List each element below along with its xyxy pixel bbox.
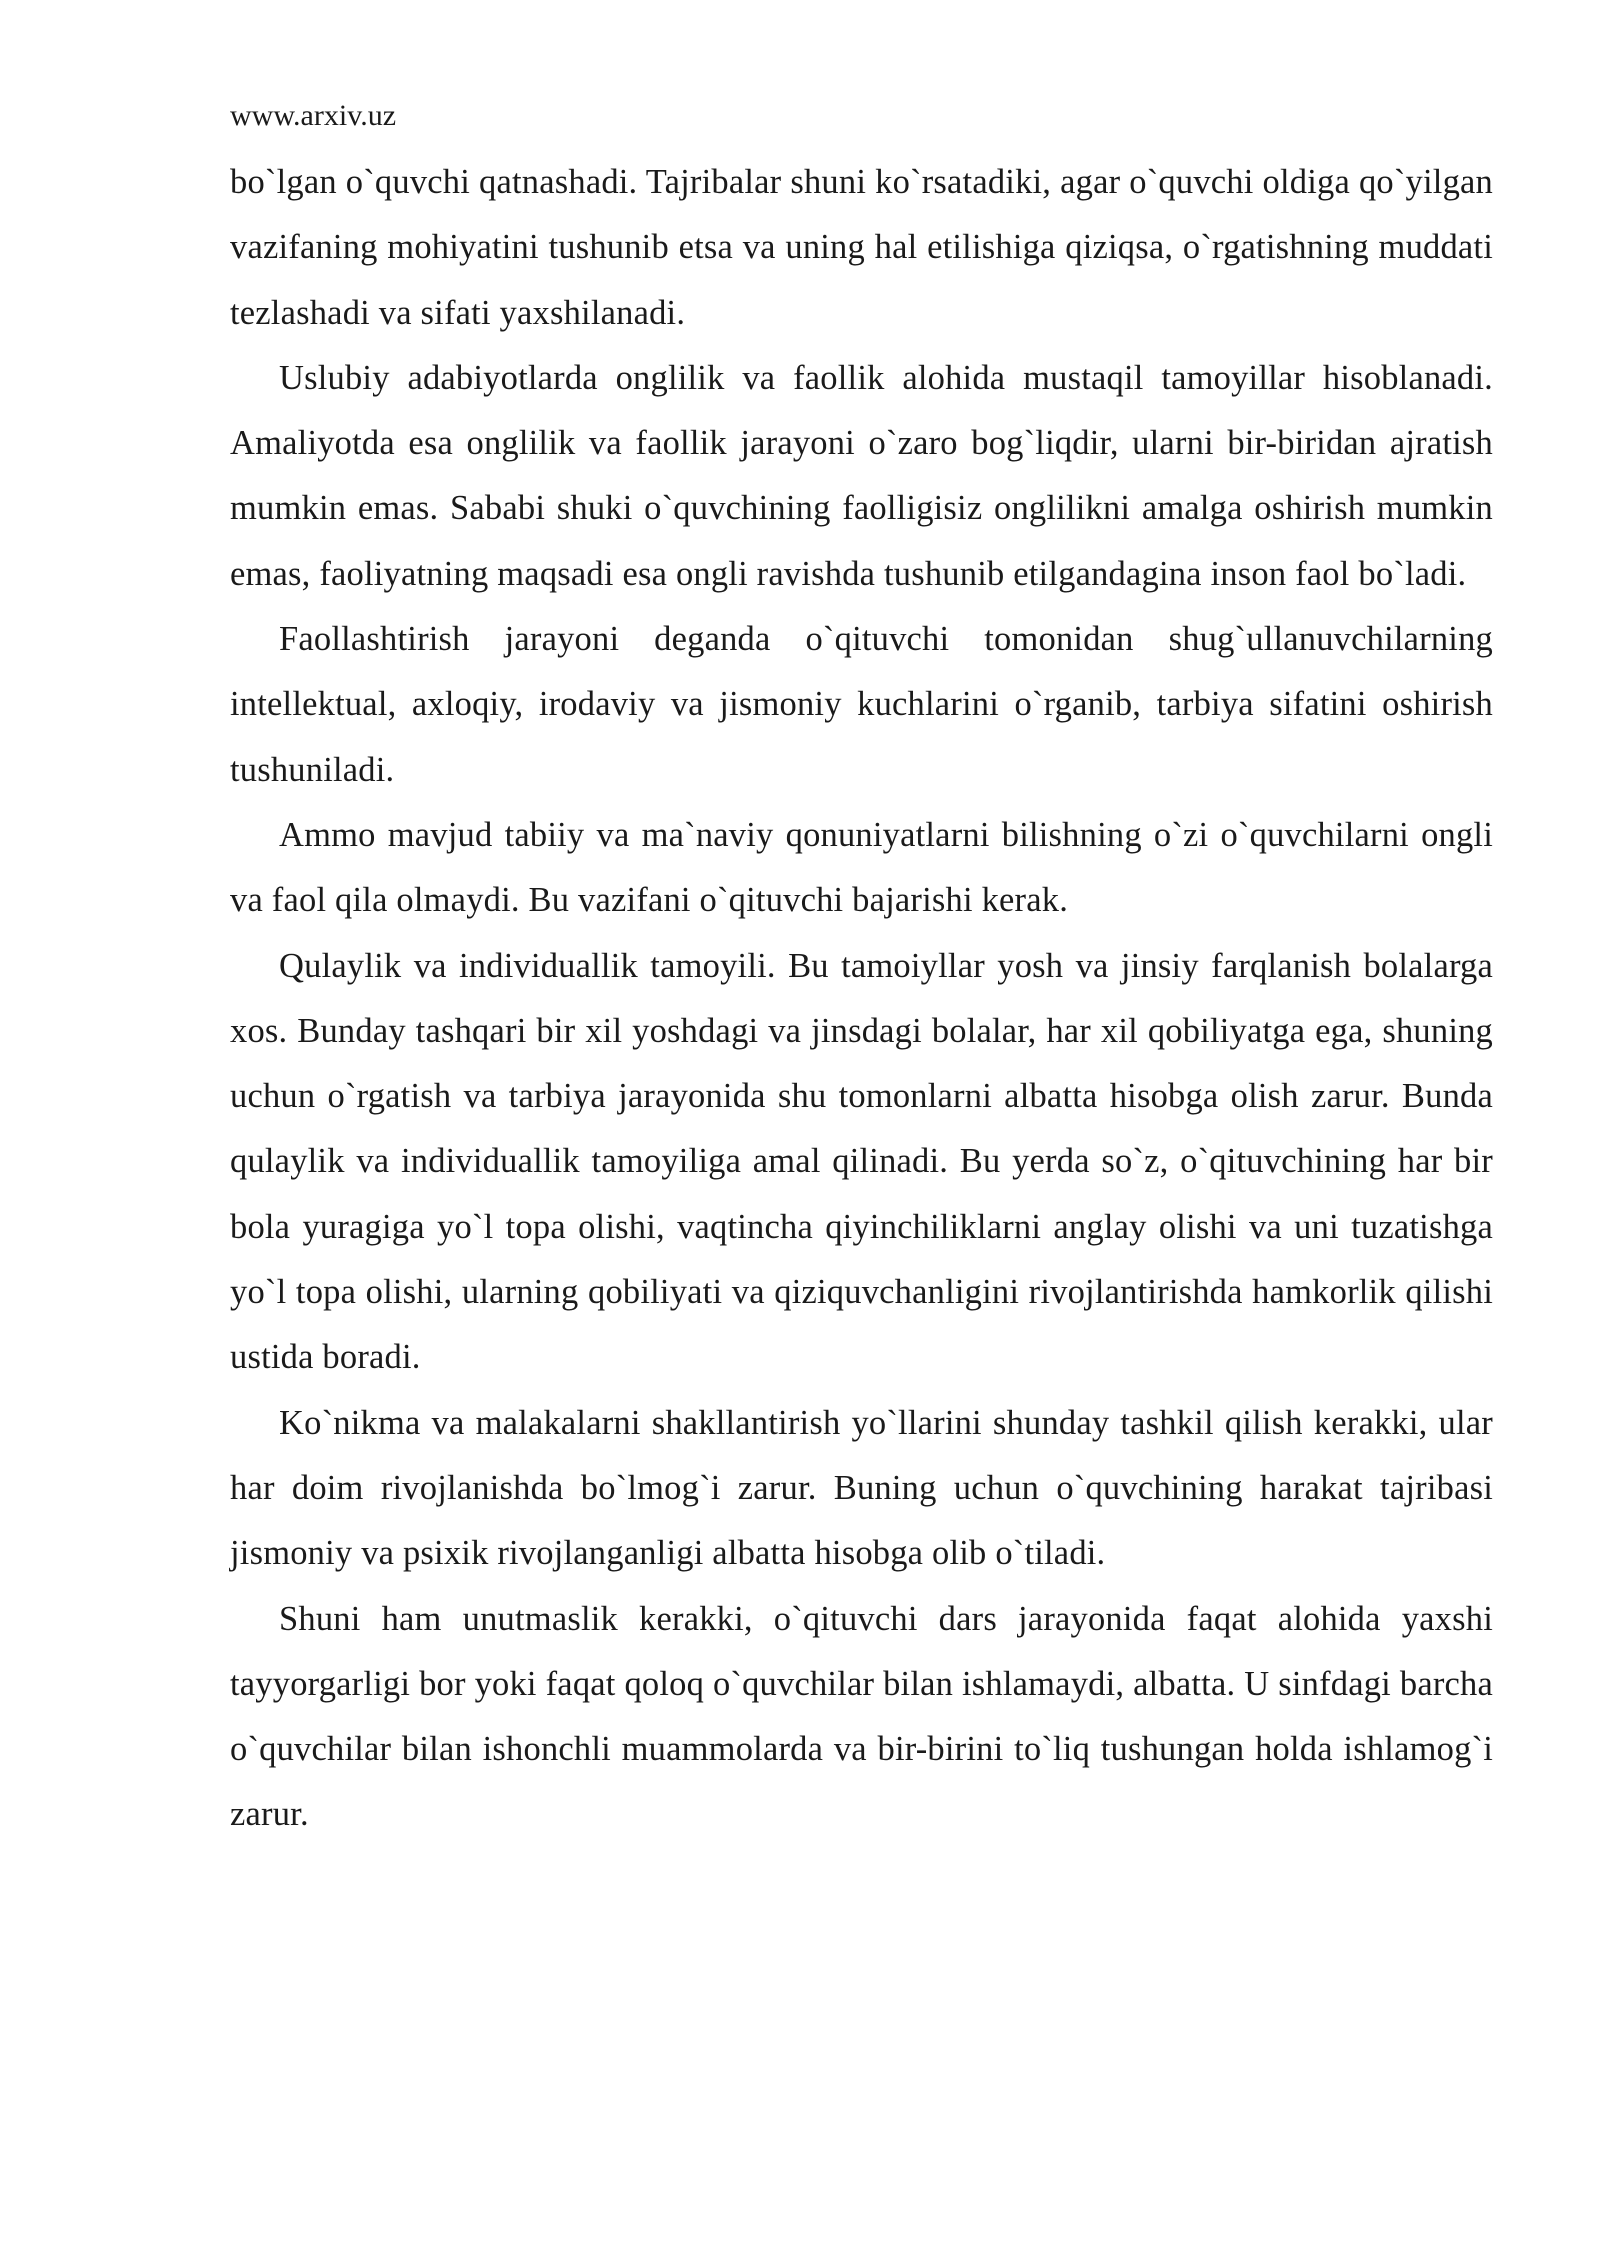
paragraph-3: Faollashtirish jarayoni deganda o`qituvchi tomonidan shug`ullanuvchilarning intellektual, axloqiy, irodaviy va jismoniy kuchlarini o`rganib, tarbiya sifatini oshirish tushuniladi. [230, 620, 1493, 789]
paragraph-4: Ammo mavjud tabiiy va ma`naviy qonuniyatlarni bilishning o`zi o`quvchilarni ongli va faol qila olmaydi. Bu vazifani o`qituvchi bajarishi kerak. [230, 815, 1493, 920]
paragraph-2: Uslubiy adabiyotlarda onglilik va faollik alohida mustaqil tamoyillar hisoblanadi. Amaliyotda esa onglilik va faollik jarayoni o`zaro bog`liqdir, ularni bir-biridan ajratish mumkin emas. Sababi shuki o`quvchining faolligisiz onglilikni amalga oshirish mumkin emas, faoliyatning maqsadi esa ongli ravishda tushunib etilgandagina inson faol bo`ladi. [230, 358, 1493, 593]
paragraph-6: Ko`nikma va malakalarni shakllantirish yo`llarini shunday tashkil qilish kerakki, ular har doim rivojlanishda bo`lmog`i zarur. Buning uchun o`quvchining harakat tajribasi jismoniy va psixik rivojlanganligi albatta hisobga olib o`tiladi. [230, 1403, 1493, 1573]
paragraph-5: Qulaylik va individuallik tamoyili. Bu tamoiyllar yosh va jinsiy farqlanish bolalarga xos. Bunday tashqari bir xil yoshdagi va jinsdagi bolalar, har xil qobiliyatga ega, shuning uchun o`rgatish va tarbiya jarayonida shu tomonlarni albatta hisobga olish zarur. Bunda qulaylik va individuallik tamoyiliga amal qilinadi. Bu yerda so`z, o`qituvchining har bir bola yuragiga yo`l topa olishi, vaqtincha qiyinchiliklarni anglay olishi va uni tuzatishga yo`l topa olishi, ularning qobiliyati va qiziquvchanligini rivojlantirishda hamkorlik qilishi ustida boradi. [230, 946, 1493, 1377]
paragraph-1: bo`lgan o`quvchi qatnashadi. Tajribalar shuni ko`rsatadiki, agar o`quvchi oldiga qo`yilgan vazifaning mohiyatini tushunib etsa va uning hal etilishiga qiziqsa, o`rgatishning muddati tezlashadi va sifati yaxshilanadi. [230, 163, 1493, 332]
page-header-site: www.arxiv.uz [230, 99, 397, 132]
document-body [230, 150, 1493, 1848]
paragraph-7: Shuni ham unutmaslik kerakki, o`qituvchi dars jarayonida faqat alohida yaxshi tayyorgarligi bor yoki faqat qoloq o`quvchilar bilan ishlamaydi, albatta. U sinfdagi barcha o`quvchilar bilan ishonchli muammolarda va bir-birini to`liq tushungan holda ishlamog`i zarur. [230, 1599, 1493, 1834]
